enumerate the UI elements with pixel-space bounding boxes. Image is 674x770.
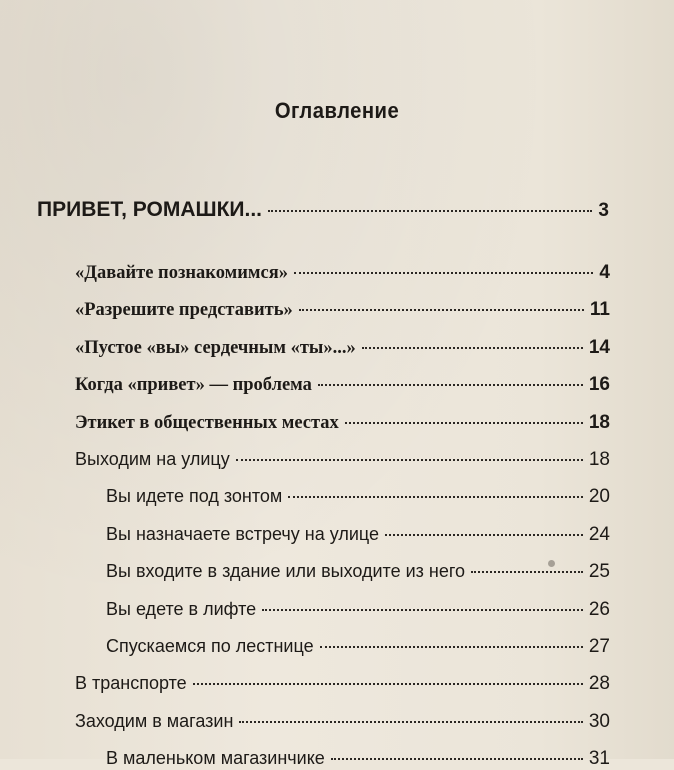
toc-entry-page: 11	[589, 299, 610, 320]
toc-entry	[106, 748, 610, 770]
toc-entry	[75, 262, 610, 284]
dot-leader	[262, 609, 583, 611]
dot-leader	[385, 534, 583, 536]
toc-entry-page: 25	[588, 561, 610, 582]
page-title: Оглавление	[274, 98, 400, 123]
toc-entry	[75, 337, 610, 359]
toc-entry-page: 24	[588, 524, 610, 545]
dot-leader	[268, 210, 592, 212]
bleed-through-text	[300, 0, 674, 90]
paper-spot	[548, 560, 555, 567]
toc-entry-page: 18	[588, 412, 610, 433]
toc-entry-page: 27	[588, 636, 610, 657]
dot-leader	[362, 347, 583, 349]
toc-entry-label: Этикет в общественных местах	[75, 413, 339, 433]
toc-entry-page: 18	[588, 449, 610, 470]
toc-entry-page: 30	[588, 711, 610, 732]
toc-entry-label: В транспорте	[75, 673, 187, 693]
toc-entry	[75, 673, 610, 695]
toc-entry	[75, 711, 610, 733]
toc-entry-label: Вы входите в здание или выходите из него	[106, 561, 466, 581]
toc-entry-label: В маленьком магазинчике	[106, 748, 325, 768]
dot-leader	[294, 272, 593, 274]
toc-entry-label: Вы едете в лифте	[106, 599, 257, 619]
dot-leader	[299, 309, 584, 311]
toc-entry-page: 4	[599, 262, 610, 283]
toc-entry	[75, 374, 610, 396]
toc-entry	[75, 449, 610, 471]
toc-entry-label: «Разрешите представить»	[75, 300, 293, 320]
toc-entry-label: Выходим на улицу	[75, 449, 230, 469]
toc-entry	[106, 636, 610, 658]
toc-entry	[106, 561, 610, 583]
toc-entry	[106, 599, 610, 621]
toc-entry-label: Вы назначаете встречу на улице	[106, 524, 379, 544]
toc-entry-label: Спускаемся по лестнице	[106, 636, 314, 656]
toc-entry-page: 20	[588, 486, 610, 507]
toc-entry	[106, 524, 610, 546]
dot-leader	[345, 422, 583, 424]
toc-entry-label: «Пустое «вы» сердечным «ты»...»	[75, 338, 356, 358]
dot-leader	[318, 384, 583, 386]
dot-leader	[239, 721, 582, 723]
toc-entry	[75, 299, 610, 321]
dot-leader	[236, 459, 583, 461]
dot-leader	[471, 571, 583, 573]
toc-entry-page: 14	[588, 337, 610, 358]
toc-entry	[75, 412, 610, 434]
toc-entry-label: «Давайте познакомимся»	[75, 263, 288, 283]
dot-leader	[193, 683, 583, 685]
toc-entry-page: 28	[588, 673, 610, 694]
toc-entry-page: 16	[588, 374, 610, 395]
toc-entry-page: 26	[588, 599, 610, 620]
dot-leader	[331, 758, 583, 760]
toc-entry-page: 31	[588, 748, 610, 769]
toc-entry-label: Когда «привет» — проблема	[75, 375, 312, 395]
toc-main-section-page: 3	[598, 200, 609, 221]
toc-entry	[106, 486, 610, 508]
dot-leader	[320, 646, 583, 648]
toc-main-section	[37, 198, 609, 222]
toc-entry-label: Вы идете под зонтом	[106, 486, 283, 506]
toc-main-section-label: ПРИВЕТ, РОМАШКИ...	[37, 198, 263, 221]
dot-leader	[288, 496, 583, 498]
toc-entry-label: Заходим в магазин	[75, 711, 234, 731]
